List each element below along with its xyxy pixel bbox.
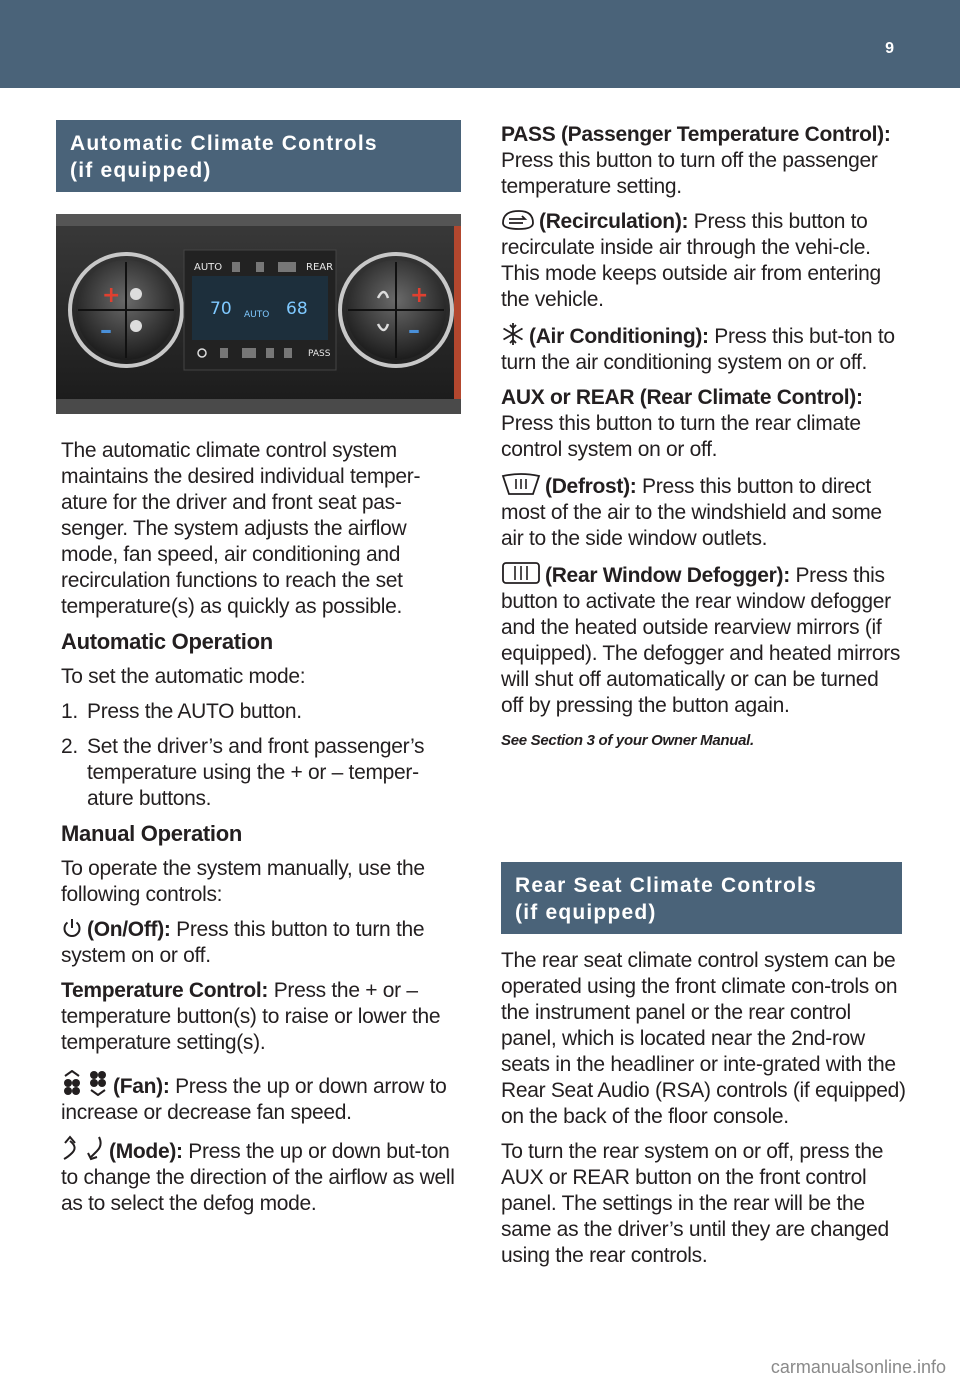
automatic-lead: To set the automatic mode: — [61, 665, 306, 688]
manual-operation-heading: Manual Operation — [61, 821, 242, 846]
intro-paragraph: The automatic climate control system maintains the desired individual temper-ature for the driver and front seat pas-senger. The system adjusts the airflow mode, fan speed, air conditioning and recirculation functions to reach the set temperature(s) as quickly as possible. — [61, 439, 421, 618]
automatic-operation-heading: Automatic Operation — [61, 629, 273, 654]
manual-lead: To operate the system manually, use the following controls: — [61, 857, 425, 906]
svg-text:70: 70 — [210, 299, 232, 319]
page-number: 9 — [885, 40, 894, 57]
section-title-line2: (if equipped) — [515, 901, 657, 924]
svg-text:+: + — [102, 283, 121, 308]
fan-item: (Fan): Press the up or down arrow to increase or decrease fan speed. — [61, 1070, 461, 1126]
power-icon — [61, 917, 83, 939]
mode-up-icon — [61, 1135, 81, 1161]
section-title-line2: (if equipped) — [70, 159, 212, 182]
temperature-control-item: Temperature Control: Press the + or – temperature button(s) to raise or lower the temperature setting(s). — [61, 979, 441, 1054]
defrost-icon — [501, 472, 541, 496]
rear-seat-text — [501, 948, 906, 1278]
header-bar — [0, 0, 960, 88]
section-title-line1: Automatic Climate Controls — [70, 132, 378, 155]
left-column — [61, 438, 461, 1226]
air-conditioning-item: (Air Conditioning): Press this but-ton to turn the air conditioning system on or off. — [501, 322, 906, 376]
watermark: carmanualsonline.info — [770, 1357, 946, 1377]
climate-control-panel-photo — [56, 214, 461, 414]
svg-text:AUTO: AUTO — [194, 262, 223, 273]
defrost-item: (Defrost): Press this button to direct most of the air to the windshield and some air to the side window outlets. — [501, 472, 906, 552]
rear-paragraph-2: To turn the rear system on or off, press the AUX or REAR button on the front control panel. The settings in the rear will be the same as the driver’s until they are changed using the rear controls. — [501, 1140, 889, 1267]
section-heading-automatic-climate — [56, 120, 461, 192]
snowflake-icon — [501, 322, 525, 346]
fan-down-icon — [87, 1070, 109, 1096]
mode-item: (Mode): Press the up or down but-ton to change the direction of the airflow as well as to select the defog mode. — [61, 1135, 461, 1217]
owner-manual-reference: See Section 3 of your Owner Manual. — [501, 732, 754, 749]
pass-item: PASS (Passenger Temperature Control): Press this button to turn off the passenger temperature setting. — [501, 123, 891, 198]
svg-text:PASS: PASS — [308, 349, 331, 359]
fan-up-icon — [61, 1070, 83, 1096]
recirculation-item: (Recirculation): Press this button to recirculate inside air through the vehi-cle. This mode keeps outside air from entering the vehicle. — [501, 210, 881, 311]
list-item: 1. Press the AUTO button. — [61, 700, 302, 723]
svg-text:AUTO: AUTO — [244, 310, 270, 320]
onoff-item: (On/Off): Press this button to turn the system on or off. — [61, 918, 425, 967]
aux-rear-item: AUX or REAR (Rear Climate Control): Press this button to turn the rear climate control system on or off. — [501, 386, 863, 461]
recirculation-icon — [501, 209, 535, 231]
list-item: 2. Set the driver’s and front passenger’s temperature using the + or – temper-ature buttons. — [61, 735, 425, 810]
svg-text:–: – — [408, 316, 420, 344]
svg-text:–: – — [100, 316, 112, 344]
section-title-line1: Rear Seat Climate Controls — [515, 874, 817, 897]
svg-text:68: 68 — [286, 299, 308, 319]
svg-text:+: + — [410, 283, 429, 308]
right-column — [501, 122, 906, 763]
rear-defogger-item: (Rear Window Defogger): Press this button to activate the rear window defogger and the heated outside rearview mirrors (if equipped). The defogger and heated mirrors will shut off automatically or can be turned off by pressing the button again. — [501, 561, 906, 719]
mode-down-icon — [85, 1135, 105, 1161]
rear-paragraph-1: The rear seat climate control system can be operated using the front climate con-trols on the instrument panel or the rear control panel, which is located near the 2nd-row seats in the headliner or inte-grated with the Rear Seat Audio (RSA) controls (if equipped) on the back of the floor console. — [501, 949, 906, 1128]
rear-defogger-icon — [501, 561, 541, 585]
section-heading-rear-seat-climate — [501, 862, 902, 934]
svg-text:REAR: REAR — [306, 262, 334, 273]
